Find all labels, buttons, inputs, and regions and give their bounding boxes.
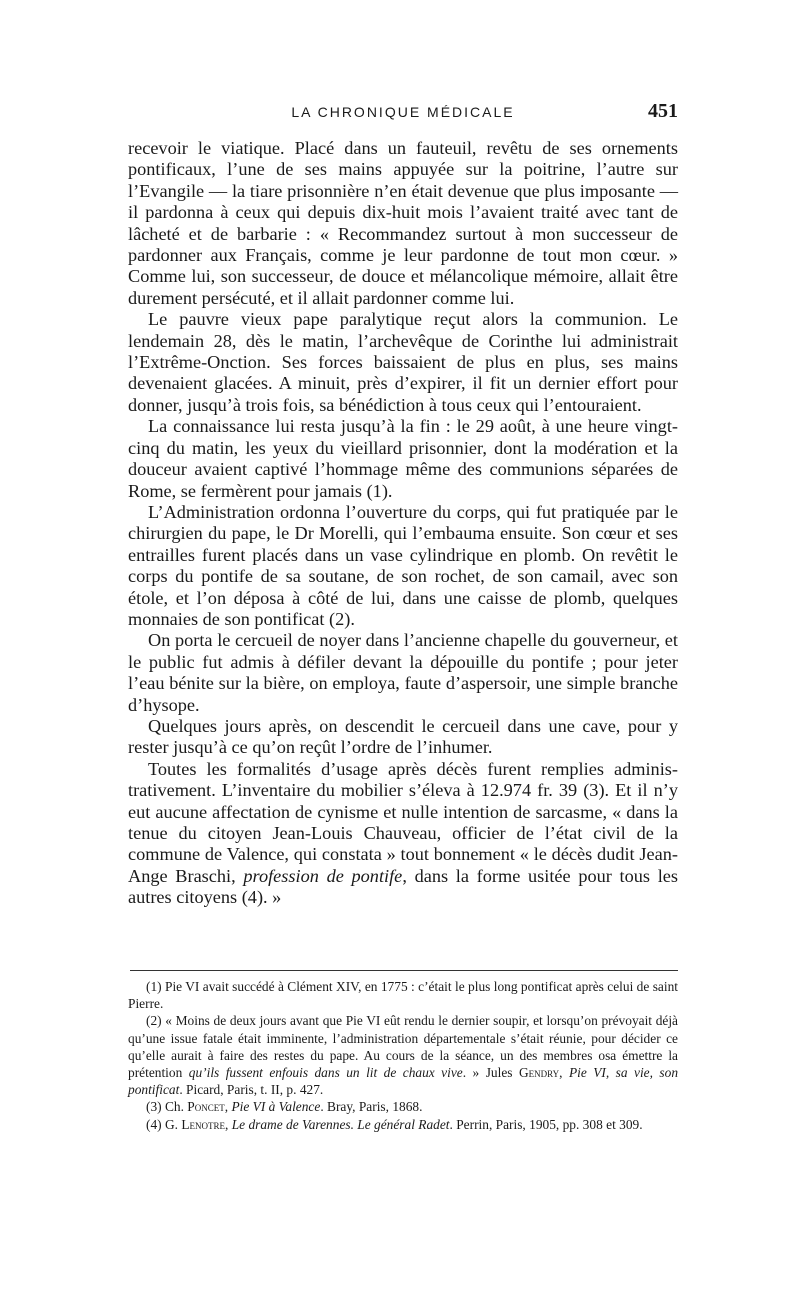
page-header (128, 100, 678, 130)
footnote-text: . Picard, Paris, t. II, p. 427. (179, 1082, 324, 1098)
footnote-text: , (559, 1065, 569, 1081)
paragraph-text: , dans la forme usitée pour tous les autres citoyens (4). » (128, 865, 678, 908)
paragraph: recevoir le viatique. Placé dans un fauteuil, revêtu de ses ornements pontificaux, l’une de ses mains appuyée sur la poitrine, l’autre sur l’Evangile — la tiare prisonnière n’en était devenue que plus imposante — il pardonna à ceux qui depuis dix-huit mois l’avaient traité avec tant de lâcheté et de barbarie : « Recommandez surtout à mon successeur de pardonner aux Français, comme je leur pardonne de tout mon cœur. » Comme lui, son successeur, de douce et mélancolique mémoire, allait être durement persécuté, et il allait pardonner comme lui. (128, 138, 678, 308)
paragraph: L’Administration ordonna l’ouverture du corps, qui fut pratiquée par le chirurgien du pape, le Dr Morelli, qui l’embauma ensuite. Son cœur et ses entrailles furent placés dans un vase cylindrique en plomb. On revêtit le corps du pontife de sa soutane, de son rochet, de son camail, avec son étole, et l’on déposa à côté de lui, dans une caisse de plomb, quelques monnaies de son pontificat (2). (128, 501, 678, 629)
footnote-text: , (224, 1099, 232, 1115)
author-name: Gendry (518, 1065, 560, 1081)
running-title: LA CHRONIQUE MÉDICALE (291, 104, 515, 120)
footnote-1: (1) Pie VI avait succédé à Clément XIV, en 1775 : c’était le plus long pontificat après celui de saint Pierre. (128, 979, 678, 1012)
paragraph: Quelques jours après, on descendit le cercueil dans une cave, pour y rester jusqu’à ce qu’on reçût l’ordre de l’inhumer. (128, 715, 678, 758)
page-number: 451 (648, 100, 678, 122)
main-text (128, 138, 678, 909)
italic-phrase: profession de pontife (243, 865, 403, 886)
paragraph: Le pauvre vieux pape paralytique reçut alors la communion. Le lendemain 28, dès le matin, l’archevêque de Corinthe lui administrait l’Extrême-Onction. Ses forces baissaient de plus en plus, ses mains devenaient glacées. A minuit, près d’expirer, il fit un dernier effort pour donner, jusqu’à trois fois, sa bénédiction à tous ceux qui l’entouraient. (128, 309, 678, 415)
footnote-text: . Bray, Paris, 1868. (320, 1099, 423, 1115)
book-title: Pie VI, sa vie, son pontificat (128, 1065, 679, 1098)
footnote-text: (4) G. (146, 1116, 182, 1132)
footnote-text: . » Jules (462, 1065, 519, 1081)
footnote-quote: qu’ils fussent enfouis dans un lit de chaux vive (188, 1065, 463, 1081)
author-name: Lenotre (181, 1116, 226, 1132)
footnote-text: (2) « Moins de deux jours avant que Pie VI eût rendu le dernier soupir, et lorsqu’on prévoyait déjà qu’une issue fatale était imminente, l’administration départementale s’était réunie, pour décider ce qu’elle aurait à faire des restes du pape. Au cours de la séance, un des membres osa émettre la prétention (128, 1013, 678, 1081)
footnote-text: (3) Ch. (146, 1099, 188, 1115)
footnote-text: . Perrin, Paris, 1905, pp. 308 et 309. (449, 1116, 643, 1132)
paragraph: On porta le cercueil de noyer dans l’ancienne chapelle du gouverneur, et le public fut admis à défiler devant la dépouille du pontife ; pour jeter l’eau bénite sur la bière, on employa, faute d’aspersoir, une simple branche d’hysope. (128, 630, 678, 715)
footnote-2 (128, 1012, 678, 1098)
author-name: Poncet (187, 1099, 225, 1115)
book-title: Pie VI à Valence (231, 1099, 321, 1115)
footnote-3 (128, 1098, 678, 1115)
paragraph-text: Toutes les formalités d’usage après décès furent remplies administrativement. L’inventaire du mobilier s’éleva à 12.974 fr. 39 (3). Et il n’y eut aucune affectation de cynisme et nulle intention de sarcasme, « dans la tenue du citoyen Jean-Louis Chauveau, officier de l’état civil de la commune de Valence, qui constata » tout bonnement « le décès dudit Jean-Ange Braschi, (128, 758, 678, 886)
paragraph (128, 759, 678, 909)
footnotes (128, 978, 678, 1133)
paragraph: La connaissance lui resta jusqu’à la fin : le 29 août, à une heure vingt-cinq du matin, les yeux du vieillard prisonnier, dont la modération et la douceur avaient captivé l’hommage même des communions séparées de Rome, se fermèrent pour jamais (1). (128, 416, 678, 501)
footnote-divider (130, 970, 678, 971)
footnote-4 (128, 1116, 678, 1133)
book-title: Le drame de Varennes. Le général Radet (231, 1116, 450, 1132)
footnote-text: , (225, 1116, 232, 1132)
